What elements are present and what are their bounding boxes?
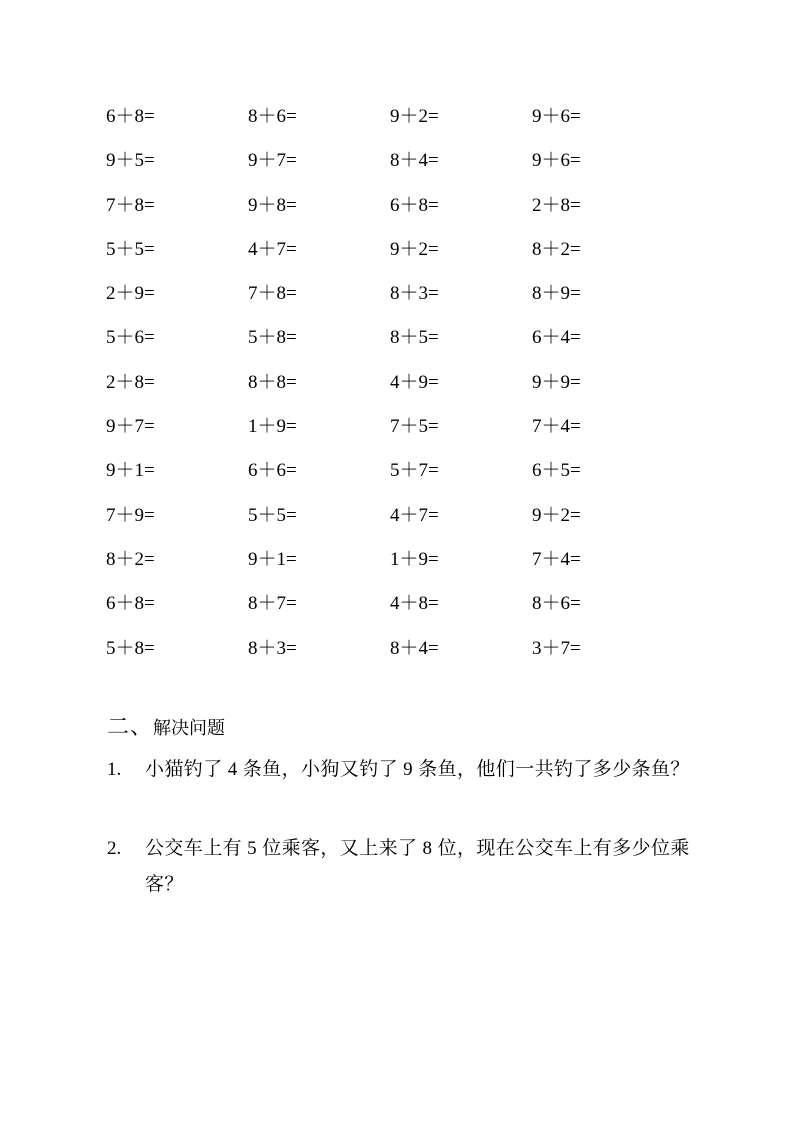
word-problem: [107, 752, 707, 788]
section-number: 二、: [107, 715, 154, 740]
addition-problem: 8＋7=: [248, 593, 297, 615]
addition-problem: 9＋2=: [390, 106, 439, 127]
addition-problem: 7＋5=: [390, 416, 439, 438]
addition-problem: 4＋7=: [248, 238, 297, 260]
addition-problem: 5＋6=: [106, 327, 155, 349]
problem-row: [106, 281, 706, 325]
addition-problem: 7＋8=: [106, 194, 155, 216]
addition-problem: 5＋5=: [248, 504, 297, 526]
addition-problem: 9＋7=: [106, 416, 155, 438]
addition-problem: 3＋7=: [532, 637, 581, 659]
problem-row: [106, 458, 706, 502]
section-heading: [107, 713, 225, 743]
word-problem: [107, 831, 707, 903]
problem-row: [106, 370, 706, 414]
addition-problem: 9＋6=: [532, 106, 581, 127]
addition-problem: 7＋8=: [248, 283, 297, 305]
addition-problem: 9＋2=: [532, 504, 581, 526]
addition-problem: 6＋8=: [106, 106, 155, 127]
word-problem-number: 2.: [107, 838, 122, 859]
addition-problem: 8＋8=: [248, 371, 297, 393]
addition-problem: 8＋5=: [390, 327, 439, 349]
problem-row: [106, 325, 706, 369]
problem-row: [106, 591, 706, 635]
section-title-text: 解决问题: [153, 718, 226, 739]
problem-row: [106, 193, 706, 237]
addition-problem: 7＋4=: [532, 416, 581, 438]
word-problem-text: 小猫钓了 4 条鱼，小狗又钓了 9 条鱼，他们一共钓了多少条鱼？: [145, 759, 690, 780]
addition-problem: 8＋2=: [106, 548, 155, 570]
addition-problem: 2＋8=: [532, 194, 581, 216]
problem-row: [106, 636, 706, 676]
addition-problem: 9＋6=: [532, 150, 581, 172]
addition-problem: 9＋7=: [248, 150, 297, 172]
addition-problem: 9＋9=: [532, 371, 581, 393]
addition-problem: 6＋8=: [106, 593, 155, 615]
addition-problem: 7＋9=: [106, 504, 155, 526]
problem-row: [106, 503, 706, 547]
problem-row: [106, 148, 706, 192]
addition-problem: 4＋7=: [390, 504, 439, 526]
addition-problem: 1＋9=: [248, 416, 297, 438]
problem-row: [106, 104, 706, 148]
addition-problem: 5＋7=: [390, 460, 439, 482]
addition-problem: 8＋4=: [390, 150, 439, 172]
addition-problem: 6＋4=: [532, 327, 581, 349]
addition-problem: 5＋8=: [106, 637, 155, 659]
addition-problem: 4＋9=: [390, 371, 439, 393]
addition-problem: 5＋5=: [106, 238, 155, 260]
addition-problem: 2＋9=: [106, 283, 155, 305]
addition-problem: 8＋2=: [532, 238, 581, 260]
addition-problem: 8＋3=: [248, 637, 297, 659]
arithmetic-problems-grid: [106, 104, 706, 676]
addition-problem: 9＋1=: [106, 460, 155, 482]
problem-row: [106, 414, 706, 458]
addition-problem: 8＋6=: [532, 593, 581, 615]
addition-problem: 6＋6=: [248, 460, 297, 482]
addition-problem: 8＋3=: [390, 283, 439, 305]
addition-problem: 4＋8=: [390, 593, 439, 615]
addition-problem: 9＋2=: [390, 238, 439, 260]
addition-problem: 8＋6=: [248, 106, 297, 127]
word-problem-text: 公交车上有 5 位乘客，又上来了 8 位，现在公交车上有多少位乘客？: [145, 838, 690, 895]
addition-problem: 9＋5=: [106, 150, 155, 172]
problem-row: [106, 547, 706, 591]
addition-problem: 2＋8=: [106, 371, 155, 393]
addition-problem: 5＋8=: [248, 327, 297, 349]
addition-problem: 8＋9=: [532, 283, 581, 305]
problem-row: [106, 237, 706, 281]
addition-problem: 9＋8=: [248, 194, 297, 216]
addition-problem: 7＋4=: [532, 548, 581, 570]
addition-problem: 6＋8=: [390, 194, 439, 216]
addition-problem: 8＋4=: [390, 637, 439, 659]
addition-problem: 1＋9=: [390, 548, 439, 570]
addition-problem: 9＋1=: [248, 548, 297, 570]
addition-problem: 6＋5=: [532, 460, 581, 482]
word-problem-number: 1.: [107, 759, 122, 780]
